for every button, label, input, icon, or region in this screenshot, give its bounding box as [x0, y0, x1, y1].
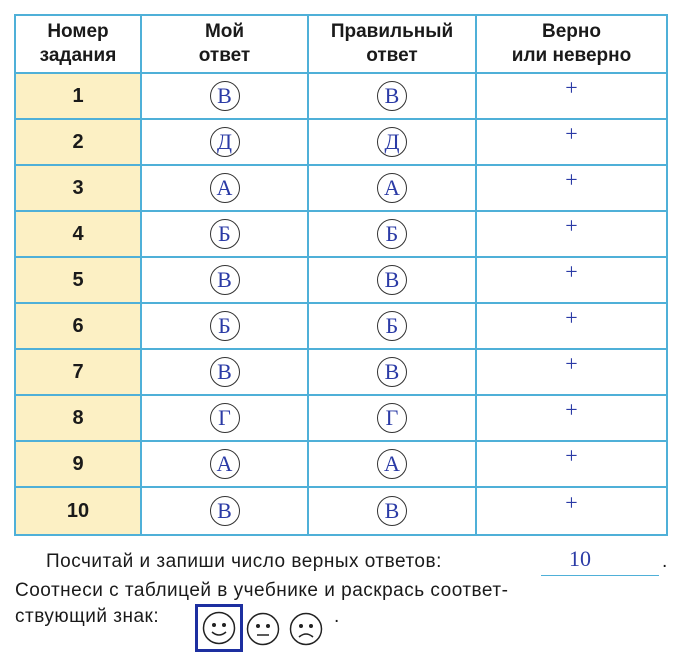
my-answer-letter: А [210, 449, 240, 479]
task-number-cell: 4 [16, 212, 142, 258]
correct-answer-cell[interactable] [309, 442, 477, 488]
verdict-mark: + [565, 490, 578, 515]
my-answer-cell[interactable] [142, 258, 309, 304]
compare-instruction: Соотнеси с таблицей в учебнике и раскрась соответ- [15, 580, 509, 601]
correct-answer-letter: В [377, 496, 407, 526]
my-answer-cell[interactable] [142, 396, 309, 442]
verdict-cell[interactable] [477, 166, 666, 212]
my-answer-cell[interactable] [142, 120, 309, 166]
my-answer-cell[interactable] [142, 166, 309, 212]
correct-answer-letter: В [377, 357, 407, 387]
smiley-sad-icon[interactable] [289, 612, 323, 646]
correct-answer-cell[interactable] [309, 166, 477, 212]
count-period: . [662, 551, 668, 572]
correct-answer-letter: Д [377, 127, 407, 157]
my-answer-cell[interactable] [142, 442, 309, 488]
my-answer-letter: В [210, 81, 240, 111]
my-answer-cell[interactable] [142, 304, 309, 350]
correct-answer-letter: В [377, 265, 407, 295]
correct-answer-letter: А [377, 173, 407, 203]
verdict-cell[interactable] [477, 442, 666, 488]
my-answer-letter: В [210, 265, 240, 295]
sign-instruction: ствующий знак: [15, 606, 160, 627]
task-number-cell: 2 [16, 120, 142, 166]
correct-answer-cell[interactable] [309, 74, 477, 120]
header-right-or-wrong: Верно или неверно [477, 16, 666, 74]
correct-answer-letter: Б [377, 219, 407, 249]
correct-answer-cell[interactable] [309, 120, 477, 166]
correct-answer-cell[interactable] [309, 258, 477, 304]
correct-answer-cell[interactable] [309, 350, 477, 396]
verdict-cell[interactable] [477, 258, 666, 304]
verdict-mark: + [565, 213, 578, 238]
verdict-cell[interactable] [477, 304, 666, 350]
answers-table [14, 14, 668, 536]
verdict-mark: + [565, 397, 578, 422]
count-answer-field[interactable] [541, 575, 659, 576]
correct-answer-letter: А [377, 449, 407, 479]
verdict-cell[interactable] [477, 74, 666, 120]
correct-answer-cell[interactable] [309, 396, 477, 442]
my-answer-letter: Б [210, 311, 240, 341]
verdict-cell[interactable] [477, 120, 666, 166]
header-task-number: Номер задания [16, 16, 142, 74]
my-answer-letter: А [210, 173, 240, 203]
verdict-cell[interactable] [477, 488, 666, 534]
count-prompt: Посчитай и запиши число верных ответов: [46, 551, 442, 572]
verdict-cell[interactable] [477, 350, 666, 396]
correct-answer-letter: Б [377, 311, 407, 341]
my-answer-letter: В [210, 357, 240, 387]
header-my-answer: Мой ответ [142, 16, 309, 74]
task-number-cell: 7 [16, 350, 142, 396]
smiley-happy-icon[interactable] [202, 611, 236, 645]
task-number-cell: 9 [16, 442, 142, 488]
verdict-cell[interactable] [477, 212, 666, 258]
my-answer-cell[interactable] [142, 212, 309, 258]
my-answer-letter: Г [210, 403, 240, 433]
verdict-mark: + [565, 75, 578, 100]
task-number-cell: 10 [16, 488, 142, 534]
verdict-cell[interactable] [477, 396, 666, 442]
my-answer-cell[interactable] [142, 350, 309, 396]
correct-answer-cell[interactable] [309, 304, 477, 350]
task-number-cell: 8 [16, 396, 142, 442]
verdict-mark: + [565, 351, 578, 376]
my-answer-cell[interactable] [142, 74, 309, 120]
my-answer-letter: Б [210, 219, 240, 249]
verdict-mark: + [565, 121, 578, 146]
verdict-mark: + [565, 259, 578, 284]
correct-answer-cell[interactable] [309, 212, 477, 258]
correct-answer-letter: Г [377, 403, 407, 433]
my-answer-letter: В [210, 496, 240, 526]
header-correct-answer: Правильный ответ [309, 16, 477, 74]
verdict-mark: + [565, 167, 578, 192]
task-number-cell: 3 [16, 166, 142, 212]
smiley-neutral-icon[interactable] [246, 612, 280, 646]
task-number-cell: 5 [16, 258, 142, 304]
verdict-mark: + [565, 305, 578, 330]
task-number-cell: 6 [16, 304, 142, 350]
my-answer-cell[interactable] [142, 488, 309, 534]
correct-answer-cell[interactable] [309, 488, 477, 534]
sign-period: . [334, 606, 340, 627]
task-number-cell: 1 [16, 74, 142, 120]
self-assessment-faces [195, 604, 335, 652]
verdict-mark: + [565, 443, 578, 468]
count-answer-value: 10 [569, 546, 591, 571]
correct-answer-letter: В [377, 81, 407, 111]
my-answer-letter: Д [210, 127, 240, 157]
